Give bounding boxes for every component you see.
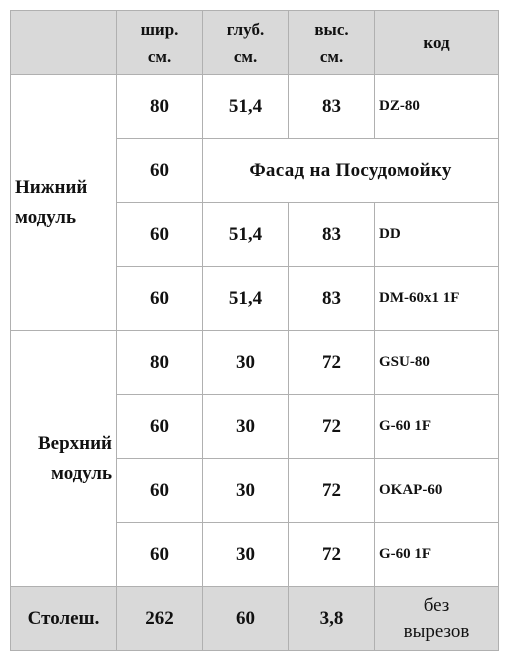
upper-module-label-line1: Верхний — [37, 432, 112, 454]
countertop-label: Столеш. — [11, 587, 117, 651]
upper-row-4-code: G-60 1F — [375, 523, 499, 587]
header-width-line2: см. — [147, 46, 172, 66]
countertop-depth: 60 — [203, 587, 289, 651]
header-depth-line1: глуб. — [226, 19, 265, 39]
header-corner-cell — [11, 11, 117, 75]
lower-module-label-line1: Нижний — [15, 176, 88, 198]
lower-row-3-code: DD — [375, 203, 499, 267]
upper-row-3-height: 72 — [289, 459, 375, 523]
lower-row-3-width: 60 — [117, 203, 203, 267]
upper-module-label-line2: модуль — [51, 462, 112, 484]
countertop-code-line2: вырезов — [403, 620, 470, 642]
dishwasher-facade-cell: Фасад на Посудомойку — [203, 139, 499, 203]
upper-row-3-depth: 30 — [203, 459, 289, 523]
countertop-code-line1: без — [423, 594, 450, 616]
header-code: код — [375, 11, 499, 75]
upper-row-1-code: GSU-80 — [375, 331, 499, 395]
lower-module-label — [11, 75, 117, 331]
countertop-width: 262 — [117, 587, 203, 651]
lower-row-3-depth: 51,4 — [203, 203, 289, 267]
lower-module-label-line2: модуль — [15, 206, 76, 228]
upper-row-4-width: 60 — [117, 523, 203, 587]
upper-row-2-height: 72 — [289, 395, 375, 459]
upper-module-label — [11, 331, 117, 587]
lower-row-1-height: 83 — [289, 75, 375, 139]
lower-row-3-height: 83 — [289, 203, 375, 267]
header-depth-line2: см. — [233, 46, 258, 66]
header-height-line1: выс. — [314, 19, 349, 39]
upper-row-1-depth: 30 — [203, 331, 289, 395]
header-height — [289, 11, 375, 75]
upper-row-2-code: G-60 1F — [375, 395, 499, 459]
lower-row-4-code: DM-60x1 1F — [375, 267, 499, 331]
upper-row-1-width: 80 — [117, 331, 203, 395]
lower-row-1-code: DZ-80 — [375, 75, 499, 139]
module-spec-table — [10, 10, 499, 651]
lower-row-4-depth: 51,4 — [203, 267, 289, 331]
countertop-row — [11, 587, 499, 651]
upper-row-3-code: OKAP-60 — [375, 459, 499, 523]
upper-row-2-depth: 30 — [203, 395, 289, 459]
lower-row-2-width: 60 — [117, 139, 203, 203]
header-height-line2: см. — [319, 46, 344, 66]
upper-row-3-width: 60 — [117, 459, 203, 523]
upper-row-2-width: 60 — [117, 395, 203, 459]
lower-row-4-height: 83 — [289, 267, 375, 331]
upper-row-1 — [11, 331, 499, 395]
lower-row-1-depth: 51,4 — [203, 75, 289, 139]
upper-row-4-depth: 30 — [203, 523, 289, 587]
lower-row-1 — [11, 75, 499, 139]
lower-row-1-width: 80 — [117, 75, 203, 139]
header-width-line1: шир. — [140, 19, 179, 39]
header-width — [117, 11, 203, 75]
lower-row-4-width: 60 — [117, 267, 203, 331]
header-row — [11, 11, 499, 75]
countertop-height: 3,8 — [289, 587, 375, 651]
upper-row-1-height: 72 — [289, 331, 375, 395]
upper-row-4-height: 72 — [289, 523, 375, 587]
header-depth — [203, 11, 289, 75]
countertop-code — [375, 587, 499, 651]
